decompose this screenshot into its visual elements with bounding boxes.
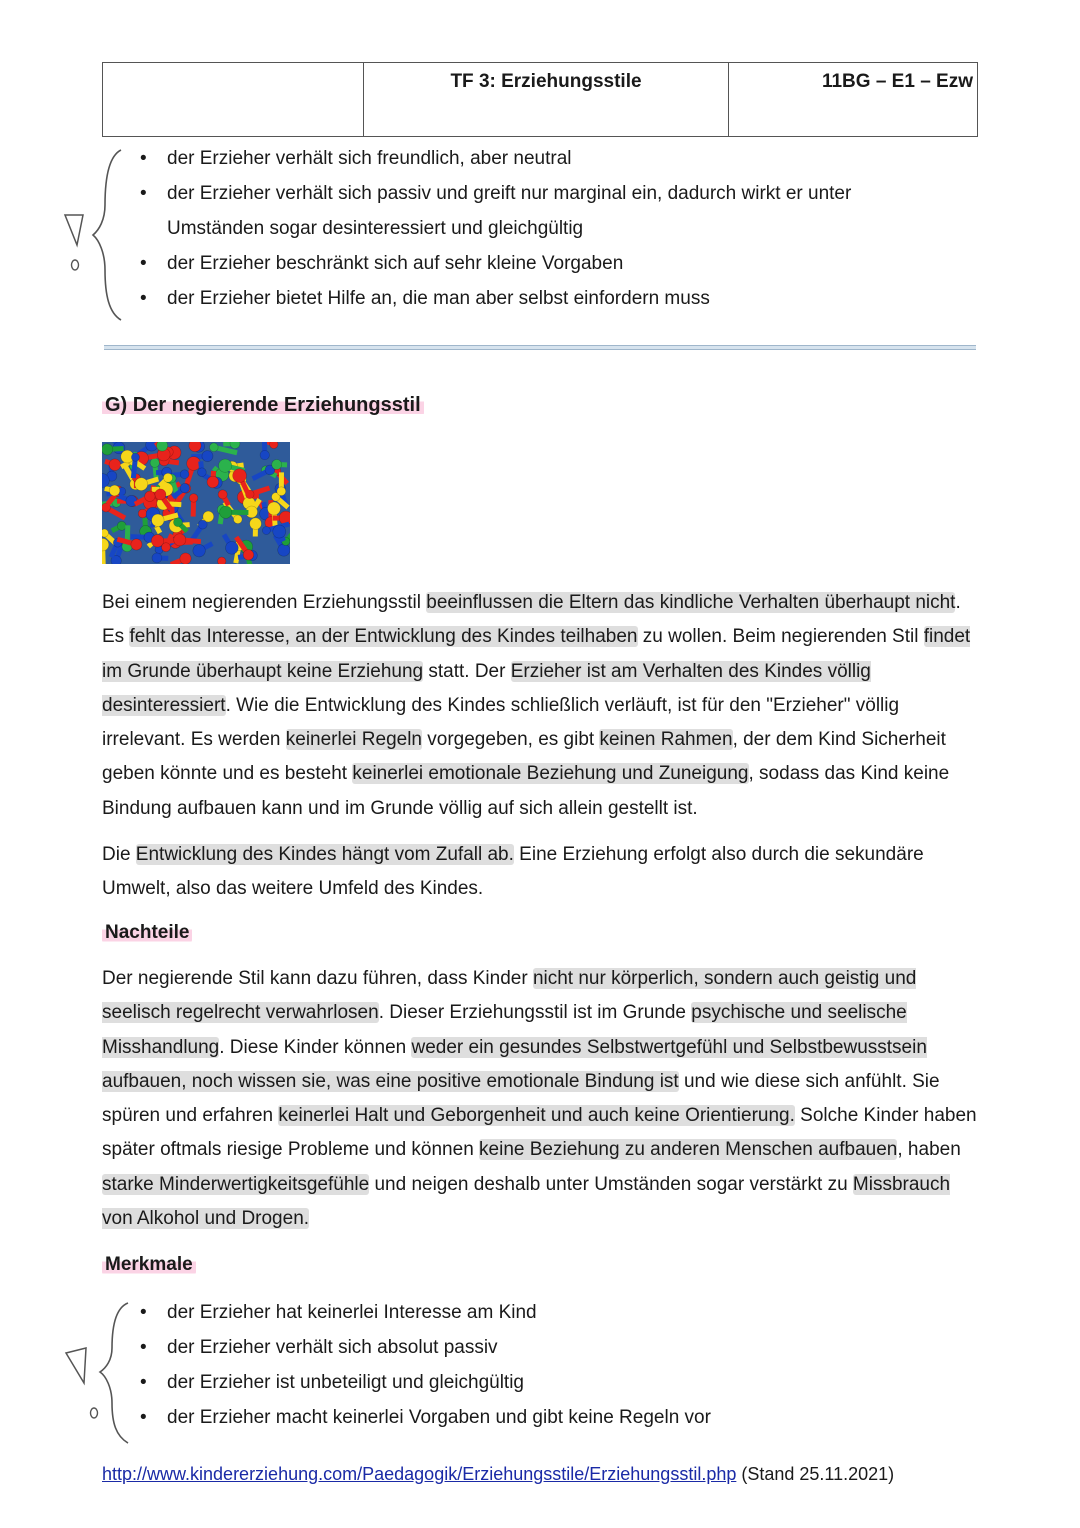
text-segment: , sodass das Kind keine Bindung aufbauen kann und im Grunde völlig auf sich allein gestellt ist.	[102, 763, 950, 819]
text-segment: vorgegeben, es gibt	[422, 729, 600, 751]
highlighted-text: psychische und seelische Misshandlung	[102, 1002, 907, 1058]
text-segment: , haben	[897, 1139, 961, 1161]
source-link[interactable]: http://www.kindererziehung.com/Paedagogik/Erziehungsstile/Erziehungsstil.php	[102, 1464, 737, 1484]
highlighted-text: starke Minderwertigkeitsgefühle	[102, 1173, 370, 1195]
previous-feature-list	[140, 141, 927, 316]
highlighted-text: nicht nur körperlich, sondern auch geistig und seelisch regelrecht verwahrlosen	[102, 968, 917, 1024]
text-segment: , der dem Kind Sicherheit geben könnte und es besteht	[102, 729, 946, 785]
highlighted-text: Entwicklung des Kindes hängt vom Zufall ab.	[135, 844, 514, 865]
merkmale-heading: Merkmale	[102, 1254, 196, 1276]
merkmale-list	[140, 1295, 711, 1435]
list-item: • der Erzieher hat keinerlei Interesse am Kind	[140, 1295, 711, 1330]
highlighted-text: keinerlei Halt und Geborgenheit und auch keine Orientierung.	[278, 1105, 795, 1127]
section-title: G) Der negierende Erziehungsstil	[102, 394, 424, 417]
header-cell-empty	[103, 63, 364, 136]
handwritten-bracket-annotation	[55, 145, 130, 325]
nachteile-paragraph	[102, 962, 980, 1236]
colorful-game-pieces-photo	[102, 442, 290, 564]
text-segment: und neigen deshalb unter Umständen sogar verstärkt zu	[369, 1173, 853, 1195]
highlighted-text: Missbrauch von Alkohol und Drogen.	[102, 1173, 951, 1230]
highlighted-text: keine Beziehung zu anderen Menschen aufbauen	[479, 1139, 898, 1161]
source-citation	[102, 1464, 894, 1485]
list-item: • der Erzieher ist unbeteiligt und gleichgültig	[140, 1365, 711, 1400]
list-item: • der Erzieher verhält sich freundlich, aber neutral	[140, 141, 927, 176]
highlighted-text: fehlt das Interesse, an der Entwicklung des Kindes teilhaben	[129, 626, 638, 648]
text-segment: und wie diese sich anfühlt. Sie spüren und erfahren	[102, 1070, 940, 1127]
highlighted-text: beeinflussen die Eltern das kindliche Verhalten überhaupt nicht	[426, 592, 956, 613]
list-item: • der Erzieher verhält sich passiv und greift nur marginal ein, dadurch wirkt er unter Umständen sogar desinteressiert und gleichgültig	[140, 176, 927, 246]
section-divider	[104, 345, 976, 350]
nachteile-heading: Nachteile	[102, 922, 192, 944]
text-segment: Eine Erziehung erfolgt also durch die sekundäre Umwelt, also das weitere Umfeld des Kindes.	[102, 844, 924, 900]
text-segment: Die	[102, 844, 136, 865]
text-segment: . Es	[102, 592, 961, 648]
highlighted-text: keinerlei Regeln	[285, 729, 422, 751]
header-table	[102, 62, 978, 137]
highlighted-text: weder ein gesundes Selbstwertgefühl und Selbstbewusstsein aufbauen, noch wissen sie, was eine positive emotionale Bindung ist	[102, 1036, 927, 1092]
highlighted-text: findet im Grunde überhaupt keine Erziehung	[102, 626, 971, 682]
list-item: • der Erzieher verhält sich absolut passiv	[140, 1330, 711, 1365]
highlighted-text: keinerlei emotionale Beziehung und Zuneigung	[352, 763, 749, 785]
list-item: • der Erzieher bietet Hilfe an, die man aber selbst einfordern muss	[140, 281, 927, 316]
handwritten-bracket-annotation	[60, 1298, 135, 1448]
header-course: 11BG – E1 – Ezw	[821, 71, 973, 92]
text-segment: Bei einem negierenden Erziehungsstil	[102, 592, 427, 613]
list-item: • der Erzieher macht keinerlei Vorgaben und gibt keine Regeln vor	[140, 1400, 711, 1435]
text-segment: statt. Der	[423, 660, 511, 682]
text-segment: . Wie die Entwicklung des Kindes schließlich verläuft, ist für den "Erzieher" völlig irrelevant. Es werden	[102, 694, 900, 751]
text-segment: Der negierende Stil kann dazu führen, dass Kinder	[102, 968, 533, 989]
header-topic: TF 3: Erziehungsstile	[364, 63, 729, 136]
text-segment: zu wollen. Beim negierenden Stil	[637, 626, 924, 648]
intro-paragraph-2	[102, 838, 980, 907]
list-item: • der Erzieher beschränkt sich auf sehr kleine Vorgaben	[140, 246, 927, 281]
source-date: (Stand 25.11.2021)	[736, 1464, 895, 1484]
highlighted-text: Erzieher ist am Verhalten des Kindes völlig desinteressiert	[102, 660, 871, 716]
text-segment: . Diese Kinder können	[219, 1036, 412, 1058]
text-segment: . Dieser Erziehungsstil ist im Grunde	[378, 1002, 692, 1024]
highlighted-text: keinen Rahmen	[599, 729, 733, 751]
text-segment: Solche Kinder haben später oftmals riesige Probleme und können	[102, 1105, 977, 1161]
intro-paragraph-1	[102, 586, 980, 826]
